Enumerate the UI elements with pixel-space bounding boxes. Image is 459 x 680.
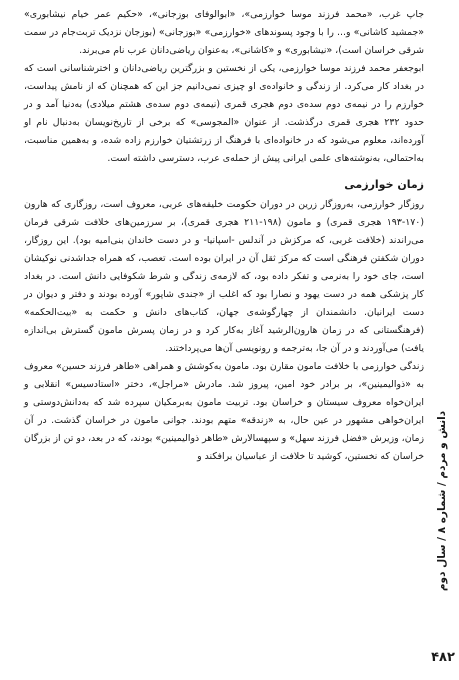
journal-running-header-text: دانش و مردم / شماره ۸ / سال دوم bbox=[436, 410, 448, 592]
paragraph-biography: ابوجعفر محمد فرزند موسا خوارزمی، یکی از نخستین و بزرگترین ریاضی‌دانان و اخترشناسانی است که در بغداد کار می‌کرد. از زندگی و خانواده‌ی او چیزی نمی‌دانیم جز این که همچنان که از نامش پیداست، خوارزم را در نیمه‌ی دوم سده‌ی دوم هجری قمری (نیمه‌ی دوم سده‌ی هشتم میلادی) به‌دنیا آمد و در حدود ۲۳۲ هجری قمری درگذشت. از عنوان «المجوسی» که برخی از تاریخ‌نویسان به‌دنبال نام او آورده‌اند، معلوم می‌شود که در خانواده‌ای با فرهنگ از زرتشتیان خوارزم زاده شده، و به‌همین مناسبت، به‌احتمالی، به‌نوشته‌های علمی ایرانی پیش از حمله‌ی عرب، دسترسی داشته است. bbox=[24, 63, 424, 164]
page-number: ۴۸۲ bbox=[431, 650, 455, 665]
section-heading: زمان خوارزمی bbox=[344, 178, 424, 191]
journal-running-header bbox=[430, 392, 454, 610]
body-text bbox=[24, 6, 424, 466]
paragraph-era: روزگار خوارزمی، به‌روزگار زرین در دوران حکومت خلیفه‌های عربی، معروف است، روزگاری که هارون (۱۷۰-۱۹۳ هجری قمری) و مامون (۱۹۸-۲۱۱ هجری قمری)، بر سرزمین‌های خلافت شرقی فرمان می‌راندند (خلافت غربی، که مرکزش در آندلس -اسپانیا- و در دست خاندان بنی‌امیه بود). این روزگار، دوران شکفتن فرهنگی است که مرکز ثقل آن در ایران بوده است. تعصب، که همراه جداشدنی نوکیشان است، جای خود را به‌نرمی و تفکر داده بود، که لازمه‌ی زندگی و شرط شکوفایی دانش است. در بغداد کار پزشکی همه در دست یهود و نصارا بود که اغلب از «جندی شاپور» آورده بودند و دفتر و دیوان در دست ایرانیان. دانشمندان از چهارگوشه‌ی جهان، کتاب‌های دانش و حکمت به «بیت‌الحکمه» (فرهنگستانی که در زمان هارون‌الرشید آغاز به‌کار کرد و در زمان پسرش مامون گسترش بی‌اندازه یافت) می‌آوردند و در آن جا، به‌ترجمه و رونویسی آن‌ها می‌پرداختند. bbox=[24, 199, 424, 354]
paragraph-intro: جاپ غرب، «محمد فرزند موسا خوارزمی»، «ابوالوفای بوزجانی»، «حکیم عمر خیام نیشابوری» «جمشید کاشانی» و... را با وجود پسوندهای «خوارزمی» «بوزجانی» (بوزجان نزدیک تربت‌جام در سمت شرقی خراسان است)، «نیشابوری» و «کاشانی»، به‌عنوان ریاضی‌دانان عرب نام می‌برند. bbox=[24, 9, 424, 56]
paragraph-life: زندگی خوارزمی با خلافت مامون مقارن بود. مامون به‌کوشش و همراهی «طاهر فرزند حسین» معروف به «ذوالیمینین»، بر برادر خود امین، پیروز شد. مادرش «مراجل»، دختر «استادسیس» انقلابی و ایران‌خواه معروف سیستان و خراسان بود. تربیت مامون به‌برمکیان سپرده شد که به‌دانش‌دوستی و ایران‌خواهی مشهور در عین حال، به «زندقه» متهم بودند. جوانی مامون در خراسان گذشت. در آن زمان، وزیرش «فضل فرزند سهل» و سپهسالارش «طاهر ذوالیمینین» بودند، که در بعد، دو تن از بزرگان خراسان که نخستین، کوشید تا خلافت از عباسیان برافکند و bbox=[23, 361, 424, 462]
